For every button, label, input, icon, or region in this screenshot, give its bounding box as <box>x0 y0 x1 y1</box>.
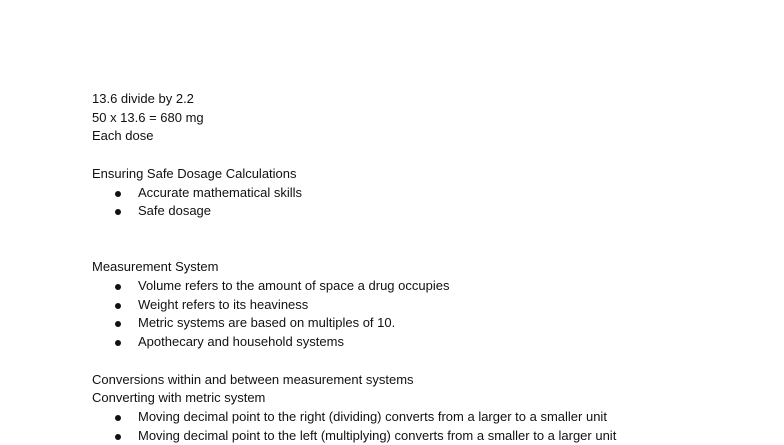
list-item <box>92 296 772 315</box>
list-item <box>92 314 772 333</box>
list-item <box>92 427 772 445</box>
list-item-text: Apothecary and household systems <box>138 334 344 350</box>
bullet-icon <box>115 209 121 215</box>
bullet-icon <box>115 415 121 421</box>
safe-dosage-list <box>92 184 772 221</box>
bullet-icon <box>115 303 121 309</box>
list-item <box>92 184 772 203</box>
measurement-list <box>92 277 772 352</box>
conversions-subheading: Converting with metric system <box>92 390 266 406</box>
spacer <box>92 146 772 165</box>
list-item-text: Accurate mathematical skills <box>138 184 302 200</box>
safe-dosage-heading: Ensuring Safe Dosage Calculations <box>92 165 297 181</box>
conversions-list <box>92 408 772 445</box>
list-item-text: Weight refers to its heaviness <box>138 296 309 312</box>
conversions-heading: Conversions within and between measurement systems <box>92 371 414 387</box>
calc-line-2: 50 x 13.6 = 680 mg <box>92 109 204 125</box>
list-item-text: Moving decimal point to the left (multiplying) converts from a smaller to a larger unit <box>138 427 617 443</box>
bullet-icon <box>115 284 121 290</box>
list-item <box>92 202 772 221</box>
list-item-text: Moving decimal point to the right (dividing) converts from a larger to a smaller unit <box>138 408 607 424</box>
list-item-text: Safe dosage <box>138 203 212 219</box>
calc-line-3: Each dose <box>92 128 154 144</box>
bullet-icon <box>115 321 121 327</box>
spacer <box>92 352 772 371</box>
calc-line-1: 13.6 divide by 2.2 <box>92 91 194 106</box>
bullet-icon <box>115 191 121 197</box>
list-item-text: Metric systems are based on multiples of 10. <box>138 315 396 331</box>
list-item-text: Volume refers to the amount of space a drug occupies <box>138 278 450 293</box>
list-item <box>92 277 772 296</box>
list-item <box>92 408 772 427</box>
spacer <box>92 221 772 258</box>
bullet-icon <box>115 434 121 440</box>
list-item <box>92 333 772 352</box>
document-body <box>92 90 772 445</box>
bullet-icon <box>115 340 121 346</box>
measurement-heading: Measurement System <box>92 259 219 275</box>
